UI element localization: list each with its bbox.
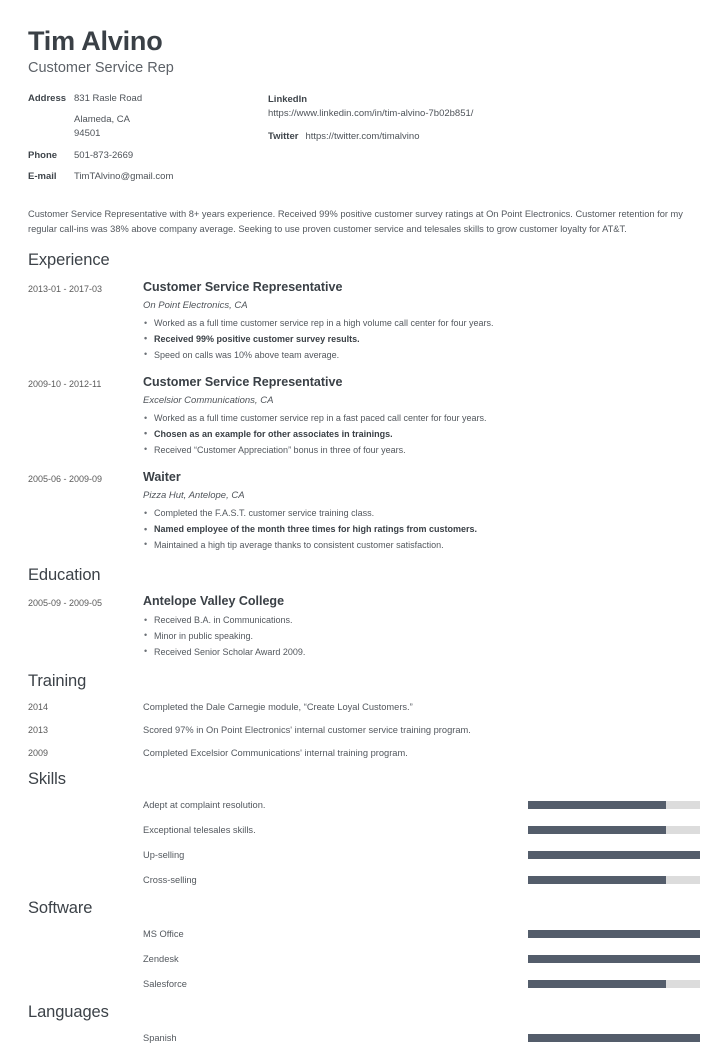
entry-body	[143, 280, 700, 363]
entry-bullet-list	[143, 506, 700, 553]
entry-bullet-list	[143, 316, 700, 363]
rated-item-bar-fill	[528, 930, 700, 938]
rated-item-label: Exceptional telesales skills.	[143, 824, 256, 835]
phone-value: 501-873-2669	[74, 150, 134, 162]
training-section-title: Training	[28, 672, 87, 691]
resume-header	[28, 26, 700, 237]
address-line-1: 831 Rasle Road	[74, 92, 143, 104]
software-rows	[28, 928, 700, 991]
professional-summary: Customer Service Representative with 8+ years experience. Received 99% positive customer survey ratings at On Point Electronics. Customer retention for my regular call-ins was 38% above company average. Seeking to use proven customer service and telesales skills to grow customer loyalty for AT&T.	[28, 208, 683, 234]
entry	[28, 280, 700, 363]
candidate-name: Tim Alvino	[28, 26, 163, 56]
contact-column-left	[28, 92, 268, 191]
entry-bullet: • Worked as a full time customer service rep in a fast paced call center for four years.	[143, 411, 700, 427]
email-value[interactable]: TimTAlvino@gmail.com	[74, 170, 174, 182]
training-row	[28, 701, 700, 714]
email-row	[28, 170, 268, 184]
entry-bullet: • Worked as a full time customer service rep in a high volume call center for four years.	[143, 316, 700, 332]
languages-section-title: Languages	[28, 1002, 109, 1021]
rated-item-bar	[528, 1034, 700, 1042]
rated-item-bar-fill	[528, 801, 666, 809]
software-section-title: Software	[28, 898, 93, 917]
rated-item-label: Spanish	[143, 1032, 177, 1043]
rated-item-label: Up-selling	[143, 849, 185, 860]
rated-item-row	[28, 953, 700, 966]
entry-role: Antelope Valley College	[143, 594, 285, 609]
entry	[28, 375, 700, 458]
rated-item-row	[28, 824, 700, 837]
rated-item-bar-fill	[528, 980, 666, 988]
rated-item-bar-fill	[528, 1034, 700, 1042]
training-row	[28, 724, 700, 737]
training-year: 2014	[28, 702, 49, 713]
entry-organization: Excelsior Communications, CA	[143, 394, 274, 406]
entry-bullet: • Received B.A. in Communications.	[143, 613, 700, 629]
rated-item-bar-fill	[528, 876, 666, 884]
entry-bullet: • Received Senior Scholar Award 2009.	[143, 645, 700, 661]
experience-section	[28, 251, 700, 553]
entry-date: 2013-01 - 2017-03	[28, 284, 103, 295]
training-rows	[28, 701, 700, 760]
rated-item-label: Salesforce	[143, 978, 187, 989]
rated-item-row	[28, 849, 700, 862]
entry-role: Customer Service Representative	[143, 375, 343, 390]
rated-item-row	[28, 928, 700, 941]
contact-info	[28, 92, 700, 191]
experience-entries	[28, 280, 700, 554]
contact-column-right	[268, 92, 700, 145]
entry-body	[143, 375, 700, 458]
linkedin-block	[268, 93, 700, 122]
address-label: Address	[28, 92, 67, 104]
twitter-label: Twitter	[268, 131, 299, 143]
twitter-block	[268, 130, 700, 144]
entry-bullet-list	[143, 613, 700, 660]
email-label: E-mail	[28, 170, 57, 182]
skills-section-title: Skills	[28, 770, 66, 789]
rated-item-label: Adept at complaint resolution.	[143, 799, 266, 810]
rated-item-label: Cross-selling	[143, 874, 197, 885]
entry-bullet-list	[143, 411, 700, 458]
entry	[28, 470, 700, 553]
address-row	[28, 92, 268, 106]
twitter-url[interactable]: https://twitter.com/timalvino	[305, 131, 420, 143]
education-entries	[28, 594, 700, 660]
linkedin-label: LinkedIn	[268, 93, 308, 105]
education-section	[28, 566, 700, 661]
address-line-2: Alameda, CA	[74, 113, 130, 125]
software-section	[28, 899, 700, 991]
rated-item-bar	[528, 826, 700, 834]
entry-date: 2005-09 - 2009-05	[28, 598, 103, 609]
languages-rows	[28, 1032, 700, 1045]
candidate-job-title: Customer Service Rep	[28, 60, 174, 77]
entry-organization: On Point Electronics, CA	[143, 299, 248, 311]
training-section	[28, 672, 700, 760]
entry-bullet: • Received 99% positive customer survey results.	[143, 332, 700, 348]
rated-item-row	[28, 978, 700, 991]
rated-item-bar	[528, 876, 700, 884]
rated-item-bar	[528, 980, 700, 988]
entry-bullet: • Minor in public speaking.	[143, 629, 700, 645]
entry-role: Customer Service Representative	[143, 280, 343, 295]
entry-bullet: • Received “Customer Appreciation” bonus in three of four years.	[143, 443, 700, 459]
phone-row	[28, 149, 268, 163]
rated-item-bar-fill	[528, 826, 666, 834]
rated-item-bar-fill	[528, 851, 700, 859]
entry-bullet: • Maintained a high tip average thanks to consistent customer satisfaction.	[143, 538, 700, 554]
entry-bullet: • Speed on calls was 10% above team average.	[143, 348, 700, 364]
skills-section	[28, 770, 700, 887]
training-description: Scored 97% in On Point Electronics' internal customer service training program.	[143, 725, 471, 736]
training-description: Completed Excelsior Communications' internal training program.	[143, 748, 408, 759]
entry-bullet: • Chosen as an example for other associates in trainings.	[143, 427, 700, 443]
experience-section-title: Experience	[28, 251, 110, 270]
rated-item-bar	[528, 955, 700, 963]
rated-item-bar	[528, 801, 700, 809]
languages-section	[28, 1003, 700, 1045]
education-section-title: Education	[28, 565, 101, 584]
training-description: Completed the Dale Carnegie module, “Create Loyal Customers.”	[143, 702, 413, 713]
entry-bullet: • Completed the F.A.S.T. customer service training class.	[143, 506, 700, 522]
entry-organization: Pizza Hut, Antelope, CA	[143, 490, 245, 502]
training-year: 2013	[28, 725, 49, 736]
entry	[28, 594, 700, 660]
rated-item-row	[28, 799, 700, 812]
rated-item-bar	[528, 930, 700, 938]
rated-item-bar	[528, 851, 700, 859]
entry-date: 2009-10 - 2012-11	[28, 379, 102, 390]
rated-item-label: Zendesk	[143, 953, 179, 964]
entry-body	[143, 594, 700, 660]
skills-rows	[28, 799, 700, 887]
rated-item-bar-fill	[528, 955, 700, 963]
training-year: 2009	[28, 748, 49, 759]
rated-item-row	[28, 1032, 700, 1045]
entry-body	[143, 470, 700, 553]
entry-role: Waiter	[143, 470, 181, 485]
entry-bullet: • Named employee of the month three times for high ratings from customers.	[143, 522, 700, 538]
rated-item-label: MS Office	[143, 928, 184, 939]
phone-label: Phone	[28, 150, 58, 162]
entry-date: 2005-06 - 2009-09	[28, 474, 103, 485]
training-row	[28, 747, 700, 760]
rated-item-row	[28, 874, 700, 887]
address-line-3: 94501	[74, 128, 101, 140]
linkedin-url[interactable]: https://www.linkedin.com/in/tim-alvino-7b02b851/	[268, 108, 474, 120]
